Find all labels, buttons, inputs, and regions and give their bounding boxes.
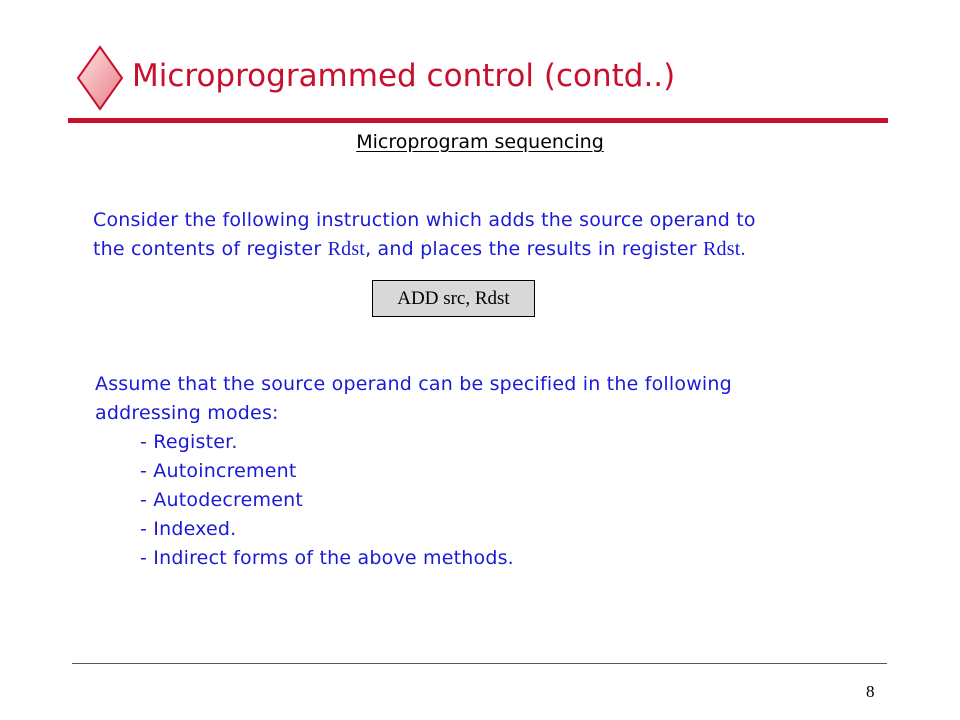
assume-line-2: addressing modes: <box>95 402 279 424</box>
intro-line-1: Consider the following instruction which adds the source operand to <box>93 209 756 231</box>
assumption-paragraph <box>95 370 895 573</box>
page-number: 8 <box>866 682 875 701</box>
list-item: - Register. <box>140 431 238 453</box>
list-item: - Autodecrement <box>140 489 303 511</box>
instruction-box: ADD src, Rdst <box>372 280 535 317</box>
list-item: - Autoincrement <box>140 460 297 482</box>
section-subtitle <box>0 131 960 153</box>
addressing-modes-list <box>95 428 895 573</box>
subtitle-text: Microprogram sequencing <box>356 131 604 153</box>
intro-line-2-middle: , and places the results in register <box>365 238 703 260</box>
footer-divider <box>72 663 887 664</box>
diamond-bullet-icon <box>76 45 124 111</box>
intro-paragraph <box>93 206 893 264</box>
page-title: Microprogrammed control (contd..) <box>132 58 676 94</box>
intro-line-2 <box>93 235 893 264</box>
intro-line-2-start: the contents of register <box>93 238 328 260</box>
list-item: - Indexed. <box>140 518 237 540</box>
assume-line-1: Assume that the source operand can be specified in the following <box>95 373 732 395</box>
title-divider <box>68 118 888 123</box>
register-name: Rdst <box>327 238 366 260</box>
register-name: Rdst. <box>702 238 746 260</box>
list-item: - Indirect forms of the above methods. <box>140 547 514 569</box>
